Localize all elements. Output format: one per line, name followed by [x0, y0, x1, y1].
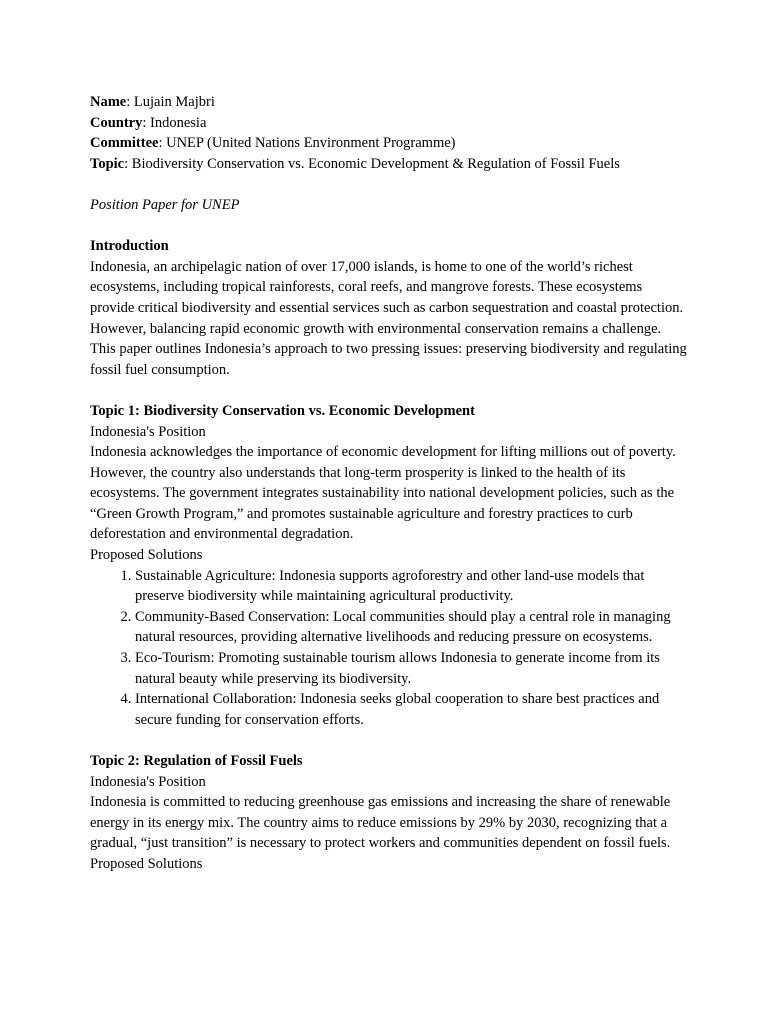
list-item: 3. Eco-Tourism: Promoting sustainable tourism allows Indonesia to generate income from its natural beauty while preserving its biodiversity. — [135, 648, 690, 689]
topic-value: : Biodiversity Conservation vs. Economic Development & Regulation of Fossil Fuels — [124, 155, 620, 172]
spacer — [90, 174, 690, 195]
topic1-solutions-label: Proposed Solutions — [90, 547, 203, 564]
spacer — [90, 730, 690, 751]
name-line — [90, 92, 690, 113]
topic1-position-label: Indonesia's Position — [90, 423, 206, 440]
committee-value: : UNEP (United Nations Environment Programme) — [158, 135, 456, 152]
committee-label: Committee — [90, 135, 159, 152]
topic1-solutions-list — [90, 566, 690, 731]
introduction-body: Indonesia, an archipelagic nation of over 17,000 islands, is home to one of the world’s richest ecosystems, including tropical rainforests, coral reefs, and mangrove forests. These ecosystems provide critical biodiversity and essential services such as carbon sequestration and coastal protection. However, balancing rapid economic growth with environmental conservation remains a challenge. This paper outlines Indonesia’s approach to two pressing issues: preserving biodiversity and regulating fossil fuel consumption. — [90, 258, 687, 378]
topic2-position-label: Indonesia's Position — [90, 773, 206, 790]
topic2-heading: Topic 2: Regulation of Fossil Fuels — [90, 753, 303, 769]
document-page — [90, 92, 690, 875]
topic-line — [90, 154, 690, 175]
list-item: 2. Community-Based Conservation: Local communities should play a central role in managing natural resources, providing alternative livelihoods and reducing pressure on ecosystems. — [135, 607, 690, 648]
introduction-heading: Introduction — [90, 238, 169, 255]
document-subtitle: Position Paper for UNEP — [90, 196, 240, 213]
list-item: 1. Sustainable Agriculture: Indonesia supports agroforestry and other land-use models that preserve biodiversity while maintaining agricultural productivity. — [135, 566, 690, 607]
name-value: : Lujain Majbri — [126, 94, 215, 110]
spacer — [90, 216, 690, 237]
spacer — [90, 380, 690, 401]
topic1-heading: Topic 1: Biodiversity Conservation vs. Economic Development — [90, 402, 475, 419]
topic2-position-body: Indonesia is committed to reducing greenhouse gas emissions and increasing the share of renewable energy in its energy mix. The country aims to reduce emissions by 29% by 2030, recognizing that a gradual, “just transition” is necessary to protect workers and communities dependent on fossil fuels. — [90, 794, 671, 852]
country-line — [90, 113, 690, 134]
topic-label: Topic — [90, 155, 125, 172]
committee-line — [90, 133, 690, 154]
country-value: : Indonesia — [142, 114, 207, 131]
topic1-position-body: Indonesia acknowledges the importance of economic development for lifting millions out of poverty. However, the country also understands that long-term prosperity is linked to the health of its ecosystems. The government integrates sustainability into national development policies, such as the “Green Growth Program,” and promotes sustainable agriculture and forestry practices to curb deforestation and environmental degradation. — [90, 444, 676, 543]
list-item: 4. International Collaboration: Indonesia seeks global cooperation to share best practices and secure funding for conservation efforts. — [135, 689, 690, 730]
name-label: Name — [90, 94, 127, 110]
country-label: Country — [90, 114, 143, 131]
topic2-solutions-label: Proposed Solutions — [90, 855, 203, 872]
